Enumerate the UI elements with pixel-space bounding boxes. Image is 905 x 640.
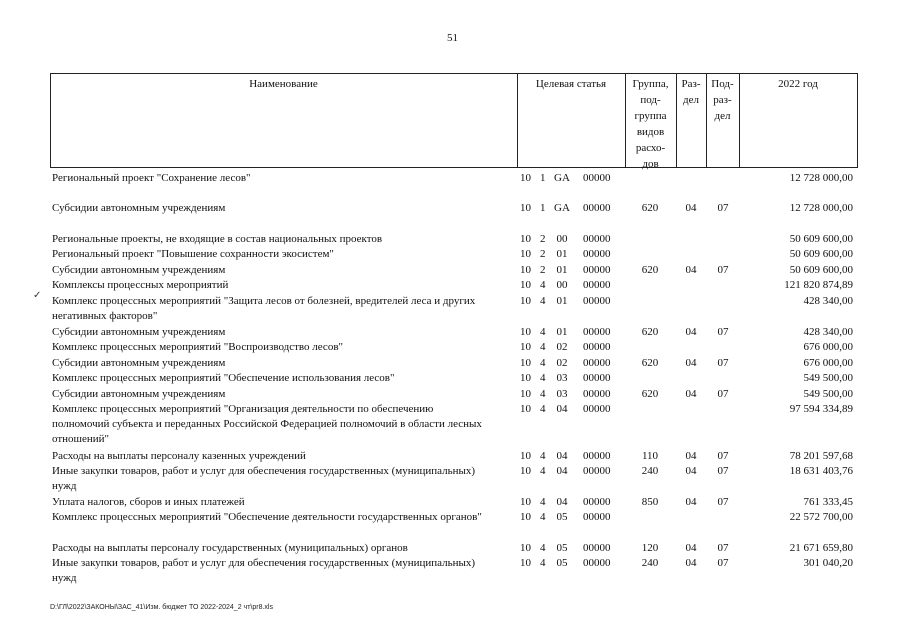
cell-t3: GA [554,202,570,214]
cell-group: 110 [641,450,659,462]
cell-t2: 4 [540,295,546,307]
cell-podrazdel: 07 [717,326,729,338]
cell-razdel: 04 [685,357,697,369]
table-top-border [50,73,858,74]
cell-t4: 00000 [583,341,611,353]
cell-name: Иные закупки товаров, работ и услуг для обеспечения государственных (муниципальных) нужд [52,557,476,584]
cell-podrazdel: 07 [717,557,729,569]
cell-name: Иные закупки товаров, работ и услуг для обеспечения государственных (муниципальных) нужд [52,465,476,492]
cell-amount: 428 340,00 [803,326,853,338]
table-row [50,402,858,445]
cell-t2: 4 [540,542,546,554]
cell-t2: 4 [540,388,546,400]
cell-amount: 761 333,45 [803,496,853,508]
cell-amount: 18 631 403,76 [789,465,853,477]
cell-t2: 4 [540,465,546,477]
cell-razdel: 04 [685,465,697,477]
cell-group: 850 [641,496,659,508]
cell-amount: 549 500,00 [803,372,853,384]
cell-amount: 78 201 597,68 [789,450,853,462]
cell-amount: 676 000,00 [803,357,853,369]
border-right [857,73,858,167]
cell-t3: 04 [556,403,568,415]
cell-t4: 00000 [583,248,611,260]
table-row [50,340,858,355]
cell-t1: 10 [520,326,531,338]
header-podrazdel [706,76,739,124]
cell-razdel: 04 [685,264,697,276]
cell-t1: 10 [520,542,531,554]
cell-t1: 10 [520,233,531,245]
cell-t4: 00000 [583,496,611,508]
cell-t2: 1 [540,172,546,184]
cell-t1: 10 [520,172,531,184]
table-row [50,541,858,556]
cell-name: Комплекс процессных мероприятий "Обеспечение использования лесов" [52,372,395,384]
cell-t2: 4 [540,496,546,508]
header-target: Целевая статья [535,78,607,90]
header-razdel-line: дел [683,94,699,106]
cell-t1: 10 [520,248,531,260]
cell-razdel: 04 [685,450,697,462]
table-row [50,356,858,371]
table-row [50,556,858,584]
cell-name: Субсидии автономным учреждениям [52,357,226,369]
cell-name: Расходы на выплаты персоналу казенных учреждений [52,450,306,462]
cell-t4: 00000 [583,388,611,400]
cell-name: Комплекс процессных мероприятий "Воспроизводство лесов" [52,341,344,353]
cell-razdel: 04 [685,202,697,214]
cell-podrazdel: 07 [717,357,729,369]
header-group-line: Группа, [632,78,669,90]
cell-name: Субсидии автономным учреждениям [52,388,226,400]
cell-t3: 01 [556,295,568,307]
table-row [50,247,858,262]
cell-name: Региональный проект "Повышение сохранности экосистем" [52,248,334,260]
cell-podrazdel: 07 [717,450,729,462]
cell-t1: 10 [520,279,531,291]
table-row [50,510,858,525]
cell-podrazdel: 07 [717,542,729,554]
cell-amount: 50 609 600,00 [789,264,853,276]
table-row [50,171,858,186]
cell-t2: 4 [540,326,546,338]
cell-t3: 05 [556,557,568,569]
cell-razdel: 04 [685,388,697,400]
header-podrazdel-line: раз- [713,94,732,106]
header-group-line: дов [642,158,659,170]
header-razdel [676,76,706,108]
cell-amount: 549 500,00 [803,388,853,400]
cell-name: Региональный проект "Сохранение лесов" [52,172,251,184]
cell-t4: 00000 [583,450,611,462]
table-row [50,263,858,278]
cell-t4: 00000 [583,264,611,276]
cell-t1: 10 [520,450,531,462]
cell-name: Субсидии автономным учреждениям [52,264,226,276]
cell-t3: 01 [556,248,568,260]
cell-t4: 00000 [583,233,611,245]
cell-t1: 10 [520,403,531,415]
cell-t4: 00000 [583,295,611,307]
cell-name: Уплата налогов, сборов и иных платежей [52,496,245,508]
cell-t4: 00000 [583,557,611,569]
cell-t3: 03 [556,372,568,384]
table-row [50,278,858,293]
cell-amount: 428 340,00 [803,295,853,307]
cell-t4: 00000 [583,326,611,338]
cell-amount: 97 594 334,89 [789,403,853,415]
cell-t1: 10 [520,511,531,523]
cell-t4: 00000 [583,357,611,369]
cell-t1: 10 [520,372,531,384]
cell-podrazdel: 07 [717,465,729,477]
header-year: 2022 год [778,78,818,90]
header-group [625,76,676,172]
cell-group: 120 [641,542,659,554]
cell-t1: 10 [520,388,531,400]
cell-amount: 676 000,00 [803,341,853,353]
cell-t2: 2 [540,264,546,276]
cell-t1: 10 [520,465,531,477]
cell-t2: 4 [540,279,546,291]
cell-t1: 10 [520,202,531,214]
cell-podrazdel: 07 [717,202,729,214]
cell-amount: 50 609 600,00 [789,233,853,245]
cell-t4: 00000 [583,279,611,291]
cell-group: 240 [641,557,659,569]
cell-t4: 00000 [583,511,611,523]
table-row [50,294,858,322]
cell-razdel: 04 [685,326,697,338]
cell-t2: 4 [540,511,546,523]
cell-name: Комплекс процессных мероприятий "Защита лесов от болезней, вредителей леса и других негативных факторов" [52,295,476,322]
cell-t2: 1 [540,202,546,214]
cell-name: Комплекс процессных мероприятий "Организация деятельности по обеспечению полномочий субъекта и переданных Российской Федерацией полномочий в области лесных отношений" [52,403,482,445]
cell-t3: 04 [556,496,568,508]
cell-amount: 121 820 874,89 [784,279,853,291]
cell-t3: 05 [556,542,568,554]
cell-t3: 05 [556,511,568,523]
cell-group: 620 [641,264,659,276]
header-podrazdel-line: дел [714,110,731,122]
cell-t2: 4 [540,372,546,384]
cell-t3: 03 [556,388,568,400]
cell-podrazdel: 07 [717,496,729,508]
cell-podrazdel: 07 [717,264,729,276]
cell-t3: 02 [556,357,568,369]
table-row [50,232,858,247]
cell-t3: 04 [556,450,568,462]
cell-t2: 4 [540,403,546,415]
table-row [50,371,858,386]
cell-t3: 04 [556,465,568,477]
cell-t1: 10 [520,496,531,508]
cell-t1: 10 [520,264,531,276]
header-podrazdel-line: Под- [711,78,734,90]
cell-group: 620 [641,326,659,338]
cell-group: 620 [641,388,659,400]
cell-t2: 4 [540,450,546,462]
cell-t2: 4 [540,557,546,569]
cell-t4: 00000 [583,372,611,384]
table-row [50,325,858,340]
cell-amount: 12 728 000,00 [789,202,853,214]
cell-razdel: 04 [685,542,697,554]
page-number: 51 [447,32,458,44]
table-row [50,449,858,464]
table-row [50,464,858,492]
header-group-line: под- [640,94,661,106]
header-bottom-border [50,167,858,168]
cell-t3: 00 [556,233,568,245]
header-group-line: группа [634,110,667,122]
cell-name: Субсидии автономным учреждениям [52,202,226,214]
cell-group: 620 [641,202,659,214]
file-path-footer: D:\ГЛ\2022\ЗАКОНЫ\ЗАС_41\Изм. бюджет ТО 2022-2024_2 чт\pr8.xls [50,604,273,611]
cell-t3: 01 [556,326,568,338]
cell-group: 620 [641,357,659,369]
cell-t2: 2 [540,248,546,260]
cell-amount: 301 040,20 [803,557,853,569]
header-name: Наименование [249,78,318,90]
header-group-line: видов [636,126,665,138]
table-row [50,495,858,510]
cell-amount: 22 572 700,00 [789,511,853,523]
cell-t2: 4 [540,357,546,369]
cell-t4: 00000 [583,202,611,214]
budget-table [50,73,858,584]
cell-t1: 10 [520,557,531,569]
cell-t3: 01 [556,264,568,276]
cell-t2: 4 [540,341,546,353]
cell-t1: 10 [520,357,531,369]
cell-group: 240 [641,465,659,477]
table-row [50,201,858,216]
cell-t4: 00000 [583,465,611,477]
cell-t2: 2 [540,233,546,245]
cell-razdel: 04 [685,557,697,569]
cell-razdel: 04 [685,496,697,508]
cell-t1: 10 [520,295,531,307]
cell-name: Субсидии автономным учреждениям [52,326,226,338]
cell-amount: 12 728 000,00 [789,172,853,184]
cell-t1: 10 [520,341,531,353]
cell-t3: GA [554,172,570,184]
cell-amount: 50 609 600,00 [789,248,853,260]
cell-name: Комплексы процессных мероприятий [52,279,229,291]
cell-t4: 00000 [583,542,611,554]
cell-podrazdel: 07 [717,388,729,400]
cell-t4: 00000 [583,172,611,184]
header-group-line: расхо- [635,142,666,154]
cell-name: Расходы на выплаты персоналу государственных (муниципальных) органов [52,542,408,554]
cell-name: Комплекс процессных мероприятий "Обеспечение деятельности государственных органов" [52,511,482,523]
cell-amount: 21 671 659,80 [789,542,853,554]
table-row [50,387,858,402]
cell-t3: 00 [556,279,568,291]
cell-name: Региональные проекты, не входящие в состав национальных проектов [52,233,383,245]
cell-t4: 00000 [583,403,611,415]
cell-t3: 02 [556,341,568,353]
header-razdel-line: Раз- [681,78,701,90]
margin-mark: ✓ [33,290,42,301]
